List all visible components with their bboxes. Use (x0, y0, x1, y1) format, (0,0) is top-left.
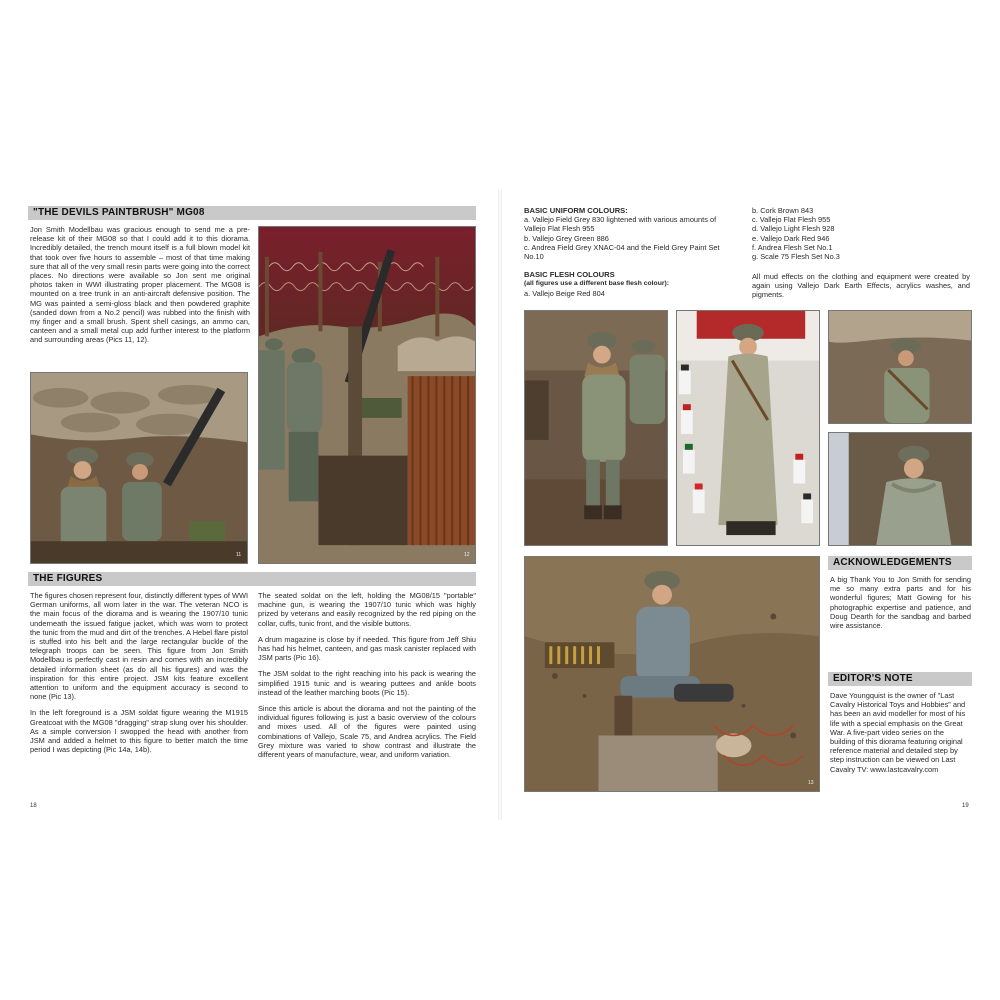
section-header-editors-note: EDITOR'S NOTE (828, 672, 972, 686)
figures-paragraph-1: The figures chosen represent four, distinctly different types of WWI German uniforms, all worn later in the war. The veteran NCO is the main focus of the diorama and is wearing the 1907/10 tunic underneath the issued fatigue jacket, which was worn to protect the tunic from the mud and dirt of the trenches. A Hebel flare pistol is stuffed into his belt and the large rectangular buckle of the telegraph troops can be seen. This figure from Jon Smith Modellbau is perfectly cast in resin and comes with an incredibly detailed information sheet (as do all his figures) and was the inspiration for this entire project. JSM kits feature excellent attention to uniform and the equipment accuracy is second to none (Pic 13). (30, 591, 248, 702)
caption-11: 11 (236, 552, 242, 558)
photo-greatcoat-paints (676, 310, 820, 546)
flesh-item: d. Vallejo Light Flesh 928 (752, 224, 835, 234)
photo-mg08-trench (258, 226, 476, 564)
flesh-item: c. Vallejo Flat Flesh 955 (752, 215, 831, 225)
flesh-item: b. Cork Brown 843 (752, 206, 814, 215)
intro-paragraph: Jon Smith Modellbau was gracious enough to send me a pre-release kit of their MG08 so that I could add it to this diorama. Incredibly detailed, the trench mount itself is a full blown model kit that took over five hours to assemble – most of that time making sure that all of the very small resin parts were going into the correct places. No directions were available so Jon sent me original photos taken in WWI illustrating proper placement. The MG08 is mounted on a tree trunk in an anti-aircraft defensive position. The MG was painted a semi-gloss black and then powdered graphite (sanded down from a No.2 pencil) was rubbed into the finish with my finger and a small brush. Spent shell casings, an ammo can, canteen and a small metal cup add further interest to the platform and surrounding areas (Pics 11, 12). (30, 225, 250, 345)
photo-soldiers-mg (30, 372, 248, 564)
photo-soldier-portrait (828, 432, 972, 546)
uniform-colours-header: BASIC UNIFORM COLOURS: (524, 206, 628, 215)
flesh-colours-list-continued (752, 206, 972, 261)
page-number-left: 18 (30, 803, 37, 809)
page-number-right: 19 (962, 803, 969, 809)
flesh-colours-header: BASIC FLESH COLOURS (524, 270, 615, 280)
photo-nco-seated (524, 556, 820, 792)
figures-paragraph-2: In the left foreground is a JSM soldat figure wearing the M1915 Greatcoat with the MG08 "dragging" strap slung over his shoulder. As a simple conversion I swopped the head with another from JSM and added a helmet to this figure to better match the time period I was depicting (Pic 14a, 14b). (30, 708, 248, 755)
uniform-item: No.10 (524, 252, 544, 262)
figures-column-2 (258, 591, 476, 766)
flesh-item: e. Vallejo Dark Red 946 (752, 233, 830, 243)
flesh-colours-subheader: (all figures use a different base flesh colour): (524, 280, 670, 288)
flesh-item: f. Andrea Flesh Set No.1 (752, 242, 833, 252)
figures-column-1 (30, 591, 248, 761)
caption-12: 12 (464, 552, 470, 558)
uniform-item: b. Vallejo Grey Green 886 (524, 233, 609, 243)
section-header-acknowledgements: ACKNOWLEDGEMENTS (828, 556, 972, 570)
figures-paragraph-6: Since this article is about the diorama and not the painting of the individual figures following is just a basic overview of the colours and mixes used. All of the figures were painted using combinations of Vallejo, Scale 75, and Andrea acrylics. The Field Grey mixture was varied to show contrast and illustrate the different years of manufacture, wear, and uniform variation. (258, 704, 476, 760)
page-gutter (498, 190, 502, 820)
section-header-the-figures: THE FIGURES (28, 572, 476, 586)
uniform-item: c. Andrea Field Grey XNAC-04 and the Field Grey Paint Set (524, 242, 720, 252)
uniform-item: Vallejo Flat Flesh 955 (524, 224, 595, 234)
acknowledgements-paragraph: A big Thank You to Jon Smith for sending me so many extra parts and for his wonderful figures; Matt Gowing for his photographic expertise and patience, and Doug Dearth for the sandbag and barbed wire assistance. (830, 575, 971, 631)
figures-paragraph-3: The seated soldat on the left, holding the MG08/15 "portable" machine gun, is wearing the 1907/10 tunic which was highly prized by veterans and easily recognized by the red piping on the collar, cuffs, tunic front, and the visible buttons. (258, 591, 476, 628)
flesh-item: g. Scale 75 Flesh Set No.3 (752, 252, 840, 262)
flesh-item: a. Vallejo Beige Red 804 (524, 288, 605, 298)
caption-13: 13 (808, 780, 814, 786)
photo-soldier-pack (828, 310, 972, 424)
mud-effects-paragraph: All mud effects on the clothing and equipment were created by again using Vallejo Dark Earth Effects, acrylics washes, and pigments. (752, 272, 970, 300)
uniform-colours-list (524, 206, 746, 298)
photo-soldier-scarf (524, 310, 668, 546)
editors-note-paragraph: Dave Youngquist is the owner of "Last Cavalry Historical Toys and Hobbies" and has been an avid modeller for most of his life with a special emphasis on the Great War. A five-part video series on the building of this diorama featuring original reference material and detailed step by step instruction can be viewed on Last Cavalry TV: www.lastcavalry.com (830, 691, 966, 774)
figures-paragraph-5: The JSM soldat to the right reaching into his pack is wearing the simplified 1915 tunic and is wearing puttees and ankle boots instead of the leather marching boots (Pic 15). (258, 669, 476, 697)
section-header-devils-paintbrush: "THE DEVILS PAINTBRUSH" MG08 (28, 206, 476, 220)
uniform-item: a. Vallejo Field Grey 830 lightened with various amounts of (524, 215, 717, 225)
figures-paragraph-4: A drum magazine is close by if needed. This figure from Jeff Shiu has had his helmet, canteen, and gas mask canister replaced with JSM parts (Pic 16). (258, 634, 476, 663)
